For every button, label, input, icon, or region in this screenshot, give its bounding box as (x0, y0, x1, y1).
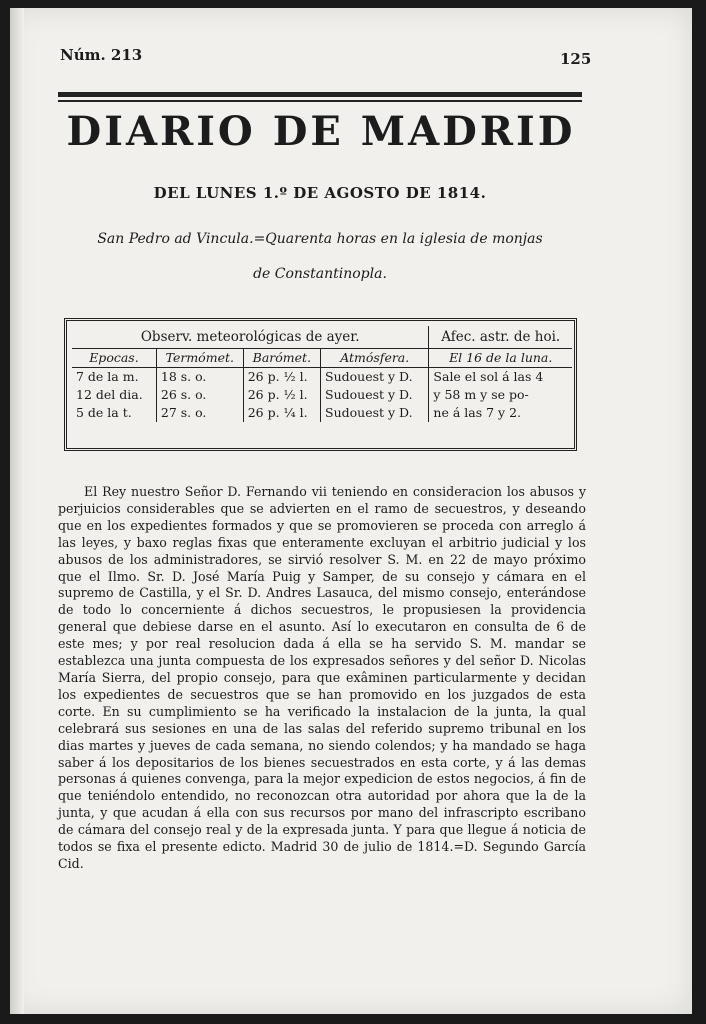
saint-line-1: San Pedro ad Vincula.=Quarenta horas en la iglesia de monjas (97, 231, 543, 247)
cell-termometro: 27 s. o. (156, 404, 243, 422)
cell-termometro: 18 s. o. (156, 368, 243, 387)
cell-astro: ne á las 7 y 2. (433, 405, 521, 420)
saint-line-2: de Constantinopla. (253, 266, 387, 282)
header-rule-thin (58, 100, 582, 102)
cell-epoca: 12 del dia. (72, 386, 156, 404)
dateline: DEL LUNES 1.º DE AGOSTO DE 1814. (153, 184, 487, 202)
cell-barometro: 26 p. ½ l. (243, 386, 320, 404)
cell-atmosfera: Sudouest y D. (321, 404, 429, 422)
table-row (72, 368, 572, 387)
cell-termometro: 26 s. o. (156, 386, 243, 404)
header-rule-thick (58, 92, 582, 97)
table-row (72, 386, 572, 404)
issue-number: Núm. 213 (60, 46, 143, 64)
cell-astro: y 58 m y se po- (433, 387, 529, 402)
page-spine-shadow (10, 8, 24, 1014)
col-header-termometro: Termómet. (156, 349, 243, 368)
col-header-barometro: Barómet. (243, 349, 320, 368)
masthead-title: DIARIO DE MADRID (66, 108, 576, 155)
article-signature: =D. Segundo García Cid. (58, 839, 586, 871)
article-text: El Rey nuestro Señor D. Fernando vii teniendo en consideracion los abusos y perjuicios considerables que se advierten en el ramo de secuestros, y deseando que en los expedientes formados y que se promovieren se proceda con arreglo á las leyes, y baxo reglas fixas que enteramente excluyan el arbitrio judicial y los abusos de los administradores, se sirvió resolver S. M. en 22 de mayo próximo que el Ilmo. Sr. D. José María Puig y Samper, de su consejo y cámara en el supremo de Castilla, y el Sr. D. Andres Lasauca, del mismo consejo, enterándose de todo lo concerniente á dichos secuestros, le propusiesen la providencia general que debiese darse en el asunto. Así lo executaron en consulta de 6 de este mes; y por real resolucion dada á ella se ha servido S. M. mandar se establezca una junta compuesta de los expresados señores y del señor D. Nicolas María Sierra, del propio consejo, para que exâminen particularmente y decidan los expedientes de secuestros que se han promovido en los juzgados de esta corte. En su cumplimiento se ha verificado la instalacion de la junta, la qual celebrará sus sesiones en una de las salas del referido supremo tribunal en los dias martes y jueves de cada semana, no siendo colendos; y ha mandado se haga saber á los depositarios de los bienes secuestrados en esta corte, y á las demas personas á quienes convenga, para la mejor expedicion de estos negocios, á fin de que teniéndolo entendido, no reconozcan otra autoridad por ahora que la de la junta, y que acudan á ella con sus recursos por mano del infrascripto escribano de cámara del consejo real y de la expresada junta. Y para que llegue á noticia de todos se fixa el presente edicto. Madrid 30 de julio de 1814. (58, 484, 586, 855)
cell-atmosfera: Sudouest y D. (321, 368, 429, 387)
table-row (72, 404, 572, 422)
cell-barometro: 26 p. ½ l. (243, 368, 320, 387)
col-header-epocas: Epocas. (72, 349, 156, 368)
cell-epoca: 7 de la m. (72, 368, 156, 387)
col-header-luna: El 16 de la luna. (429, 349, 572, 368)
weather-table (72, 326, 572, 422)
table-title-right: Afec. astr. de hoi. (429, 326, 572, 349)
cell-atmosfera: Sudouest y D. (321, 386, 429, 404)
cell-epoca: 5 de la t. (72, 404, 156, 422)
page-number: 125 (560, 50, 592, 68)
cell-barometro: 26 p. ¼ l. (243, 404, 320, 422)
col-header-atmosfera: Atmósfera. (321, 349, 429, 368)
cell-astro: Sale el sol á las 4 (433, 369, 544, 384)
table-title-left: Observ. meteorológicas de ayer. (72, 326, 429, 349)
article-body (58, 484, 586, 873)
